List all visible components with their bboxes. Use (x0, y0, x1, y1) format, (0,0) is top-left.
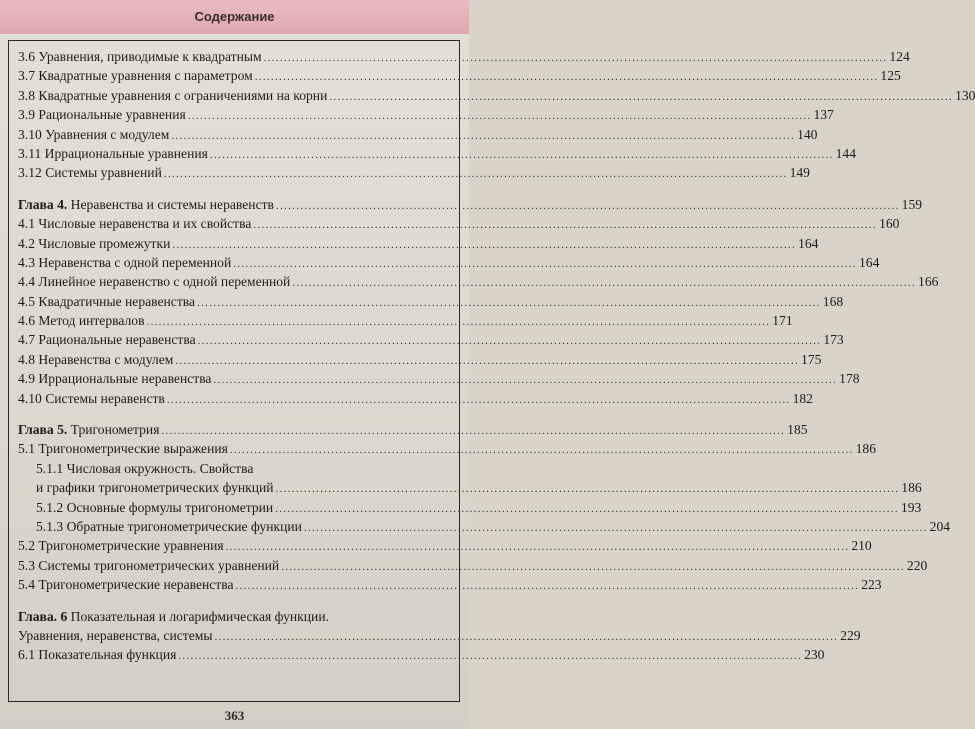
toc-entry-title (18, 441, 228, 457)
toc-entry (18, 647, 825, 666)
toc-page-number: 124 (889, 49, 910, 64)
dot-leader (233, 258, 857, 270)
toc-entry (18, 499, 922, 519)
toc-entry-title (18, 371, 211, 387)
dot-leader (304, 522, 928, 534)
toc-entry-text: 4.5 Квадратичные неравенства (18, 293, 196, 309)
toc-entry-title (18, 538, 224, 554)
toc-entry-text: 5.4 Тригонометрические неравенства (18, 577, 234, 593)
toc-entry-text: Уравнения, неравенства, системы (18, 627, 213, 643)
dot-leader (171, 130, 795, 142)
toc-page-number: 144 (835, 145, 856, 161)
toc-page-number: 220 (906, 557, 928, 573)
toc-entry (18, 107, 834, 126)
toc-page-number: 204 (929, 518, 951, 534)
toc-page-number: 125 (880, 68, 901, 84)
toc-entry-title (18, 422, 159, 438)
toc-entry-text: Тригонометрия (67, 422, 160, 438)
toc-entry-text: 4.4 Линейное неравенство с одной переменной (18, 274, 291, 290)
dot-leader (214, 631, 838, 643)
toc-entry-text: 5.2 Тригонометрические уравнения (18, 538, 224, 554)
toc-entry-title (36, 500, 273, 516)
chapter-label: Глава 4. (18, 196, 68, 212)
toc-text-line (18, 609, 444, 628)
toc-entry-text: 5.1.2 Основные формулы тригонометрии (36, 499, 274, 515)
toc-entry-title (18, 127, 169, 143)
toc-entry-title (18, 49, 262, 65)
toc-page-number: 210 (851, 538, 872, 554)
toc-entry (18, 196, 923, 216)
toc-entry-title (18, 313, 145, 329)
toc-entry-title (18, 236, 170, 252)
toc-page-number: 173 (823, 332, 844, 348)
toc-entry-title (18, 294, 195, 310)
toc-page-number: 186 (901, 480, 922, 496)
toc-entry (18, 126, 818, 146)
toc-entry-title (18, 577, 234, 593)
toc-entry (18, 538, 872, 557)
toc-page-number: 166 (918, 274, 939, 290)
toc-entry-title (18, 88, 327, 104)
dot-leader (236, 580, 860, 592)
toc-entry-text: 3.12 Системы уравнений (18, 165, 162, 181)
toc-entry (18, 68, 901, 87)
dot-leader (275, 503, 899, 515)
dot-leader (255, 71, 879, 83)
toc-page-number: 137 (813, 107, 834, 123)
toc-page-number: 164 (858, 254, 880, 270)
toc-page-number: 185 (787, 422, 808, 438)
toc-entry-text: 4.7 Рациональные неравенства (18, 332, 196, 348)
toc-page-number: 171 (772, 313, 793, 329)
toc-entry (18, 332, 844, 351)
toc-page-number: 230 (804, 647, 825, 663)
toc-entry-text: 3.9 Рациональные уравнения (18, 107, 186, 123)
toc-entry-text: 4.10 Системы неравенств (18, 390, 165, 406)
toc-entry (18, 165, 810, 184)
toc-entry-text: 4.1 Числовые неравенства и их свойства (18, 216, 252, 232)
toc-entry-title (18, 216, 251, 232)
table-of-contents (18, 49, 975, 667)
dot-leader (188, 110, 812, 122)
dot-leader (329, 91, 953, 103)
toc-page-number: 140 (797, 126, 818, 142)
dot-leader (175, 355, 799, 367)
toc-entry-title (18, 352, 173, 368)
dot-leader (281, 561, 905, 573)
toc-page-number: 159 (901, 196, 923, 212)
toc-entry-title (18, 146, 208, 162)
toc-entry-text: 3.11 Иррациональные уравнения (18, 145, 208, 161)
toc-entry-text: Неравенства и системы неравенств (67, 196, 274, 212)
dot-leader (164, 168, 788, 180)
toc-entry (18, 441, 876, 460)
header-title: Содержание (194, 9, 275, 24)
toc-entry-text: Показательная и логарифмическая функции. (67, 608, 330, 624)
toc-entry-title (18, 647, 176, 663)
toc-entry-title (36, 519, 302, 535)
toc-entry (18, 422, 808, 441)
toc-entry-title (18, 628, 212, 644)
toc-entry-title (18, 68, 253, 84)
toc-entry (18, 518, 951, 538)
toc-entry-title (18, 197, 274, 213)
toc-entry-text: 4.2 Числовые промежутки (18, 235, 171, 251)
dot-leader (276, 483, 900, 495)
toc-entry (18, 293, 844, 313)
toc-entry-text: 5.1.1 Числовая окружность. Свойства (36, 460, 254, 476)
dot-leader (230, 444, 854, 456)
toc-page-number: 178 (839, 371, 860, 387)
toc-entry (18, 351, 822, 371)
dot-leader (178, 650, 802, 662)
toc-entry-title (18, 165, 162, 181)
toc-entry-title (18, 558, 279, 574)
toc-entry (18, 627, 861, 647)
chapter-label: Глава. 6 (18, 608, 68, 624)
toc-page-number: 164 (798, 235, 819, 251)
dot-leader (197, 297, 821, 309)
toc-entry (18, 480, 922, 499)
dot-leader (276, 200, 900, 212)
dot-leader (253, 219, 877, 231)
toc-entry-title (36, 480, 274, 496)
toc-page-number: 186 (855, 441, 876, 457)
toc-entry-title (18, 274, 290, 290)
toc-entry-text: 3.7 Квадратные уравнения с параметром (18, 68, 253, 84)
toc-entry-text: и графики тригонометрических функций (36, 480, 274, 496)
toc-entry (18, 390, 813, 410)
toc-page-number: 160 (879, 216, 900, 232)
toc-page-number: 175 (801, 351, 822, 367)
toc-entry-text: 5.3 Системы тригонометрических уравнений (18, 557, 280, 573)
toc-entry (18, 254, 880, 274)
toc-entry-text: 4.3 Неравенства с одной переменной (18, 254, 232, 270)
toc-entry (18, 216, 900, 235)
toc-entry-text: 4.6 Метод интервалов (18, 313, 145, 329)
dot-leader (226, 541, 850, 553)
toc-entry-title (36, 461, 253, 477)
toc-entry-text: 5.1.3 Обратные тригонометрические функции (36, 518, 302, 534)
toc-entry (18, 577, 882, 596)
toc-entry-title (18, 609, 329, 625)
toc-page-number: 223 (861, 577, 882, 593)
chapter-label: Глава 5. (18, 422, 68, 438)
toc-entry (18, 371, 860, 390)
toc-entry-text: 3.8 Квадратные уравнения с ограничениями на корни (18, 87, 328, 103)
toc-page-number: 130 (955, 87, 975, 103)
dot-leader (292, 277, 916, 289)
toc-entry-text: 3.10 Уравнения с модулем (18, 126, 170, 142)
toc-entry-text: 4.8 Неравенства с модулем (18, 351, 174, 367)
dot-leader (161, 425, 785, 437)
dot-leader (167, 394, 791, 406)
toc-entry (18, 235, 819, 255)
dot-leader (213, 374, 837, 386)
page-header (0, 0, 469, 34)
toc-entry-title (18, 107, 186, 123)
toc-entry (18, 313, 793, 332)
toc-entry (18, 557, 928, 577)
toc-page-number: 149 (789, 165, 810, 181)
dot-leader (198, 335, 822, 347)
toc-entry (18, 145, 856, 165)
toc-entry-text: 4.9 Иррациональные неравенства (18, 371, 212, 387)
toc-entry-title (18, 332, 196, 348)
toc-entry (18, 87, 975, 107)
page-number: 363 (224, 708, 245, 723)
dot-leader (147, 316, 771, 328)
dot-leader (210, 149, 834, 161)
dot-leader (264, 52, 888, 64)
toc-entry-title (18, 391, 165, 407)
toc-entry-text: 3.6 Уравнения, приводимые к квадратным (18, 49, 262, 64)
toc-page-number: 182 (792, 390, 813, 406)
toc-page-number: 168 (822, 293, 844, 309)
toc-entry-title (18, 255, 231, 271)
toc-page-number: 193 (900, 499, 922, 515)
dot-leader (172, 239, 796, 251)
toc-entry (18, 49, 910, 68)
toc-entry (18, 274, 939, 293)
toc-entry-text: 5.1 Тригонометрические выражения (18, 441, 228, 457)
toc-entry-text: 6.1 Показательная функция (18, 647, 177, 663)
toc-text-line (18, 461, 444, 480)
toc-page-number: 229 (840, 627, 861, 643)
